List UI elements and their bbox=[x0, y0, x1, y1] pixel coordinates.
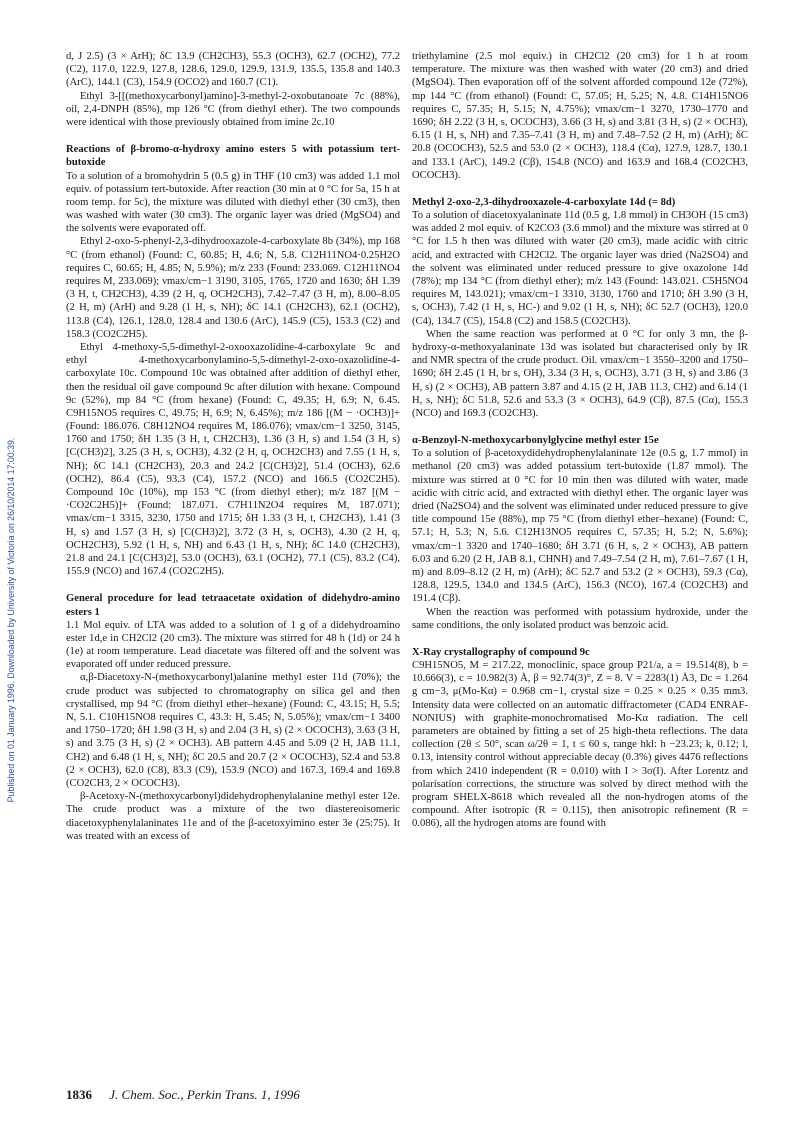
section-heading: Methyl 2-oxo-2,3-dihydrooxazole-4-carboxylate 14d (= 8d) bbox=[412, 196, 676, 208]
paragraph: triethylamine (2.5 mol equiv.) in CH2Cl2 (20 cm3) for 1 h at room temperature. The mixture was then washed with water (20 cm3) and dried (MgSO4). Then evaporation off of the solvent afforded compound 12e (72%), mp 144 °C (from ethanol) (Found: C, 57.05; H, 5.25; N, 4.8. C14H15NO6 requires C, 57.35; H, 5.15; N, 4.75%); νmax/cm−1 3270, 1730–1770 and 1690; δH 2.22 (3 H, s, OCOCH3), 3.66 (3 H, s) and 3.81 (3 H, s) (2 × OCH3), 6.15 (1 H, s, NH) and 7.35–7.41 (3 H, m) and 7.48–7.52 (2 H, m) (ArH); δC 20.8 (OCOCH3), 52.5 and 53.0 (2 × OCH3), 118.4 (Cα), 127.9, 128.7, 130.1 and 133.1 (ArC), 149.2 (Cβ), 154.8 (NCO) and 163.9 and 168.4 (CO2CH3, OCOCH3). bbox=[412, 51, 748, 181]
left-column bbox=[66, 50, 400, 1080]
paragraph: Ethyl 2-oxo-5-phenyl-2,3-dihydrooxazole-4-carboxylate 8b (34%), mp 168 °C (from ethanol) (Found: C, 60.85; H, 4.6; N, 5.8. C12H11NO4·0.25H2O requires C, 60.65; H, 4.85; N, 5.9%); m/z 233 (Found: 233.069. C12H11NO4 requires M, 233.069); νmax/cm−1 3190, 3105, 1765, 1720 and 1630; δH 1.39 (3 H, t, CH2CH3), 4.39 (2 H, q, OCH2CH3), 7.42–7.47 (3 H, m), 8.00–8.05 (2 H, m) (ArH) and 9.28 (1 H, s, NH); δC 14.1 (CH2CH3), 62.1 (OCH2), 113.8 (C4), 126.1, 128.0, 128.4 and 130.6 (ArC), 145.9 (C5), 153.3 (C2) and 158.3 (CO2C2H5). bbox=[66, 236, 400, 340]
paragraph: To a solution of a bromohydrin 5 (0.5 g) in THF (10 cm3) was added 1.1 mol equiv. of potassium tert-butoxide. After reaction (30 min at 0 °C for 5a, 15 h at room temp. for 5c), the mixture was diluted with diethyl ether (30 cm3), then was washed with water (30 cm3). The organic layer was dried (MgSO4) and the solvents were evaporated off. bbox=[66, 170, 400, 235]
paragraph: C9H15NO5, M = 217.22, monoclinic, space group P21/a, a = 19.514(8), b = 10.666(3), c = 10.982(3) Å, β = 92.74(3)°, Z = 8. V = 2283(1) Å3, Dc = 1.264 g cm−3, μ(Mo-Kα) = 0.968 cm−1, crystal size = 0.25 × 0.25 × 0.35 mm3. Intensity data were collected on an automatic diffractometer (CAD4 ENRAF-NONIUS) with graphite-monochromatised Mo-Kα radiation. The cell parameters are obtained by fitting a set of 25 high-theta reflections. The data collection (2θ ≤ 50°, scan ω/2θ = 1, t ≤ 60 s, range hkl: h −23.23; k, 0.12; l, 0.13, intensity control without appreciable decay (0.3%) gives 4476 reflections from which 2410 independent (R = 0.010) with I > 3σ(I). After Lorentz and polarisation corrections, the structure was solved by direct method with the program SHELX-8618 which revealed all the non-hydrogen atoms of the compound. After isotropic (R = 0.115), then anisotropic refinement (R = 0.086), all the hydrogen atoms are found with bbox=[412, 660, 748, 830]
download-note: Published on 01 January 1996. Downloaded by University of Victoria on 26/10/2014 17:00:39. bbox=[6, 437, 16, 803]
paragraph: 1.1 Mol equiv. of LTA was added to a solution of 1 g of a didehydroamino ester 1d,e in CH2Cl2 (20 cm3). The mixture was stirred for 48 h (1d) or 24 h (1e) at room temperature. Lead diacetate was filtered off and the solvent was evaporated off under reduced pressure. bbox=[66, 619, 400, 671]
paragraph: d, J 2.5) (3 × ArH); δC 13.9 (CH2CH3), 55.3 (OCH3), 62.7 (OCH2), 77.2 (C2), 117.0, 122.9, 127.8, 128.6, 129.0, 129.9, 131.9, 135.5, 135.8 and 140.3 (ArC), 144.1 (C3), 154.9 (OCO2) and 160.7 (C1). bbox=[66, 51, 400, 89]
paragraph: Ethyl 3-[[(methoxycarbonyl)amino]-3-methyl-2-oxobutanoate 7c (88%), oil, 2,4-DNPH (85%), mp 126 °C (from diethyl ether). The two compounds were identical with those previously obtained from imine 2c.10 bbox=[66, 90, 400, 128]
paragraph: When the same reaction was performed at 0 °C for only 3 mn, the β-hydroxy-α-methoxyalaninate 13d was isolated but characterised only by IR and NMR spectra of the crude product. Oil. νmax/cm−1 3550–3200 and 1750–1690; δH 2.45 (1 H, br s, OH), 3.34 (3 H, s, OCH3), 3.71 (3 H, s) and 3.86 (3 H, s) (2 × OCH3), AB pattern 3.87 and 4.15 (2 H, JAB 11.3, CH2) and 6.14 (1 H, s, NH); δC 51.8, 52.6 and 53.3 (3 × OCH3), 64.9 (Cβ), 87.5 (Cα), 155.3 (NCO) and 169.3 (CO2CH3). bbox=[412, 328, 748, 419]
section-heading: General procedure for lead tetraacetate oxidation of didehydro-amino esters 1 bbox=[66, 593, 400, 618]
section-heading: X-Ray crystallography of compound 9c bbox=[412, 646, 590, 658]
page-number: 1836 bbox=[66, 1087, 92, 1102]
right-column bbox=[412, 50, 748, 1080]
paragraph: β-Acetoxy-N-(methoxycarbonyl)didehydrophenylalanine methyl ester 12e. The crude product was a mixture of the two diastereoisomeric diacetoxyphenylalaninates 11e and of the β-acetoxyimino ester 3e (25:75). It was treated with an excess of bbox=[66, 791, 400, 842]
download-note-strip bbox=[0, 0, 22, 1131]
section-heading: α-Benzoyl-N-methoxycarbonylglycine methyl ester 15e bbox=[412, 435, 659, 447]
paragraph: To a solution of diacetoxyalaninate 11d (0.5 g, 1.8 mmol) in CH3OH (15 cm3) was added 2 mol equiv. of K2CO3 (3.6 mmol) and the mixture was stirred at 0 °C for 1.5 h then was diluted with water (20 cm3), made acidic with citric acid, and extracted with CH2Cl2. The organic layer was dried (Na2SO4) and the solvent was eliminated under reduced pressure to give oxazolone 14d (78%); mp 134 °C (from diethyl ether); m/z 143 (Found: 143.021. C5H5NO4 requires M, 143.021); νmax/cm−1 3310, 3130, 1760 and 1710; δH 3.90 (3 H, s, OCH3), 7.42 (1 H, s, HC-) and 9.02 (1 H, s, NH); δC 52.7 (OCH3), 120.0 (C4), 134.7 (C5), 154.8 (C2) and 158.5 (CO2CH3). bbox=[412, 210, 748, 327]
section-heading: Reactions of β-bromo-α-hydroxy amino esters 5 with potassium tert-butoxide bbox=[66, 144, 400, 169]
paragraph: Ethyl 4-methoxy-5,5-dimethyl-2-oxooxazolidine-4-carboxylate 9c and ethyl 4-methoxycarbonylamino-5,5-dimethyl-2-oxo-oxazolidine-4-carboxylate 10c. Compound 10c was obtained after addition of diethyl ether, then the residual oil gave compound 9c after dilution with hexane. Compound 9c (52%), mp 84 °C (from hexane) (Found: C, 49.35; H, 6.9; N, 6.45. C9H15NO5 requires C, 49.75; H, 6.9; N, 6.45%); m/z 186 [(M − ·OCH3)]+ (Found: 186.076. C8H12NO4 requires M, 186.076); νmax/cm−1 3250, 3145, 1760 and 1750; δH 1.35 (3 H, t, CH2CH3), 1.36 (3 H, s) and 1.54 (3 H, s) [C(CH3)2], 3.25 (3 H, s, OCH3), 4.32 (2 H, q, OCH2CH3) and 7.55 (1 H, s, NH); δC 14.1 (CH2CH3), 20.3 and 24.2 [C(CH3)2], 51.4 (OCH3), 62.6 (OCH2), 86.4 (C5), 93.3 (C4), 157.2 (NCO) and 166.5 (CO2C2H5). Compound 10c (10%), mp 153 °C (from diethyl ether); m/z 187 [(M − ·CO2C2H5)]+ (Found: 187.071. C7H11N2O4 requires M, 187.071); νmax/cm−1 3315, 3230, 1750 and 1715; δH 1.33 (3 H, t, CH2CH3), 1.41 (3 H, s) and 1.57 (3 H, s) [C(CH3)2], 3.72 (3 H, s, OCH3), 4.30 (2 H, q, OCH2CH3), 5.92 (1 H, s, NH) and 6.43 (1 H, s, NH); δC 14.0 (CH2CH3), 21.8 and 24.1 [C(CH3)2], 53.0 (OCH3), 63.1 (OCH2), 77.1 (C5), 83.2 (C4), 155.9 (NCO) and 167.4 (CO2C2H5). bbox=[66, 341, 400, 578]
journal-citation: J. Chem. Soc., Perkin Trans. 1, 1996 bbox=[109, 1087, 300, 1102]
paragraph: When the reaction was performed with potassium hydroxide, under the same conditions, the only isolated product was benzoic acid. bbox=[412, 606, 748, 631]
page-footer bbox=[66, 1087, 746, 1103]
paragraph: To a solution of β-acetoxydidehydrophenylalaninate 12e (0.5 g, 1.7 mmol) in methanol (20 cm3) was added potassium tert-butoxide (1.87 mmol). The mixture was stirred at 0 °C for 10 min then was diluted with water, made acidic with citric acid, and extracted with diethyl ether. The organic layer was dried (Na2SO4) and the solvent was eliminated under reduced pressure to give title compound 15e (88%), mp 75 °C (from diethyl ether–hexane) (Found: C, 57.1; H, 5.3; N, 5.6. C12H13NO5 requires C, 57.35; H, 5.2; N, 5.6%); νmax/cm−1 3320 and 1740–1680; δH 3.71 (6 H, s, 2 × OCH3), AB pattern 6.03 and 6.20 (2 H, JAB 8.1, CHNH) and 7.49–7.54 (2 H, m), 7.61–7.67 (1 H, m) and 8.09–8.12 (2 H, m) (ArH); δC 52.7 and 53.2 (2 × OCH3), 59.3 (Cα), 128.8, 129.5, 134.0 and 134.5 (ArC), 156.3 (NCO), 167.4 (CO2CH3) and 191.4 (Cβ). bbox=[412, 448, 748, 605]
paragraph: α,β-Diacetoxy-N-(methoxycarbonyl)alanine methyl ester 11d (70%); the crude product was subjected to chromatography on silica gel and then crystallised, mp 94 °C (from diethyl ether–hexane) (Found: C, 43.15; H, 5.5; N, 5.1. C10H15NO8 requires C, 43.3: H, 5.45; N, 5.05%); νmax/cm−1 3400 and 1750–1720; δH 1.98 (3 H, s) and 2.04 (3 H, s) (2 × OCOCH3), 3.63 (3 H, s) and 3.75 (3 H, s) (2 × OCH3). AB pattern 4.45 and 5.09 (2 H, JAB 11.1, CH2) and 6.48 (1 H, s, NH); δC 20.5 and 20.7 (2 × OCOCH3), 52.4 and 53.8 (2 × OCH3), 62.0 (C8), 83.3 (C9), 153.9 (NCO) and 167.3, 169.4 and 169.8 (CO2CH3, 2 × OCOCH3). bbox=[66, 672, 400, 789]
